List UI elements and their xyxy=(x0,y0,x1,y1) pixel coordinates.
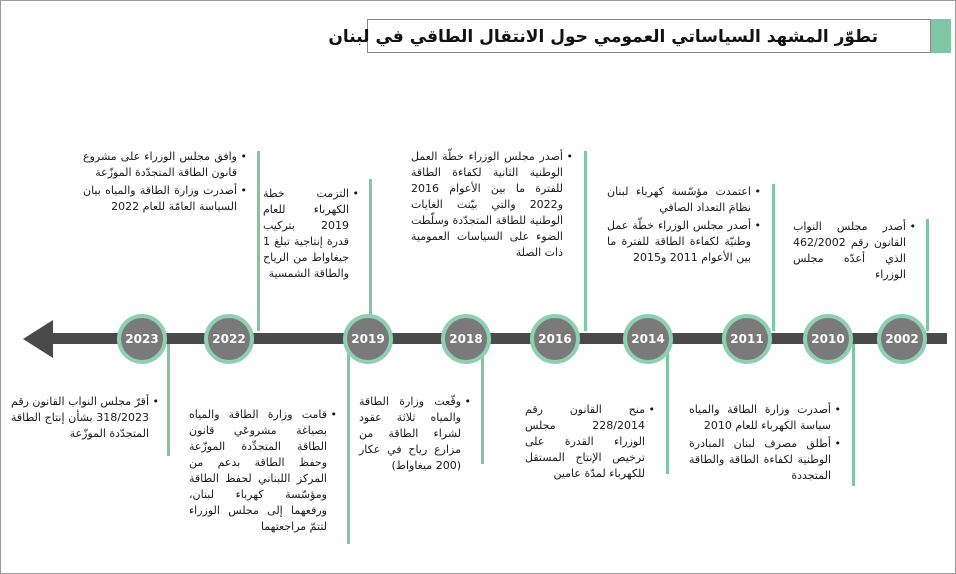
stem-2016-top xyxy=(584,151,587,331)
event-item: • أصدرت وزارة الطاقة والمياه بيان السياسة العامّة للعام 2022 xyxy=(83,183,237,215)
year-node-2010 xyxy=(803,314,853,364)
stem-2014-bottom xyxy=(666,344,669,474)
event-item: • قامت وزارة الطاقة والمياه بصياغة مشروعَي قانون الطاقة المتجدِّدة الموزّعة وحفظ الطاقة بدعم من المركز اللبناني لحفظ الطاقة ومؤسّسة كهرباء لبنان، ورفعهما إلى مجلس الوزراء لتتمّ مراجعتهما xyxy=(189,407,327,535)
event-item: • أطلق مصرف لبنان المبادرة الوطنية لكفاءة الطاقة والطاقة المتجددة xyxy=(689,436,831,484)
stem-2022-bottom xyxy=(347,344,350,544)
stem-2010-bottom xyxy=(852,344,855,486)
title-accent-bar xyxy=(931,19,951,53)
year-label: 2011 xyxy=(730,332,764,346)
stem-2019-top xyxy=(369,179,372,331)
event-item: • أصدرت وزارة الطاقة والمياه سياسة الكهرباء للعام 2010 xyxy=(689,402,831,434)
year-node-2002 xyxy=(877,314,927,364)
event-item: • اعتمدت مؤسّسة كهرباء لبنان نظامَ التعداد الصافي xyxy=(607,184,751,216)
event-text-2022-bottom xyxy=(189,407,339,537)
year-label: 2023 xyxy=(125,332,159,346)
year-label: 2019 xyxy=(351,332,385,346)
event-text-2022-top xyxy=(83,149,249,217)
event-item: • التزمت خطة الكهرباء للعام 2019 بتركيب قدرة إنتاجية تبلغ 1 جيغاواط من الرياح والطاقة الشمسية xyxy=(263,186,349,282)
stem-2022-top xyxy=(257,151,260,331)
event-item: • أصدر مجلس الوزراء خطّة عمل وطنيّة لكفاءة الطاقة للفترة ما بين الأعوام 2011 و2015 xyxy=(607,218,751,266)
event-text-2019-top xyxy=(263,186,361,284)
year-node-2018 xyxy=(441,314,491,364)
event-item: • وقّعت وزارة الطاقة والمياه ثلاثة عقود لشراء الطاقة من مزارع رياح في عكار (200 ميغاواط) xyxy=(359,394,461,474)
year-label: 2018 xyxy=(449,332,483,346)
year-node-2014 xyxy=(623,314,673,364)
event-item: • أقرّ مجلس النواب القانون رقم 318/2023 بشأن إنتاج الطاقة المتجدّدة الموزّعة xyxy=(11,394,149,442)
event-text-2023-bottom xyxy=(11,394,161,444)
year-node-2023 xyxy=(117,314,167,364)
event-text-2016-top xyxy=(411,149,575,263)
year-node-2011 xyxy=(722,314,772,364)
event-text-2014-bottom xyxy=(525,402,657,484)
event-text-2002-top xyxy=(793,219,918,285)
event-item: • أصدر مجلس النواب القانون رقم 462/2002 الذي أعدّه مجلس الوزراء xyxy=(793,219,906,283)
stem-2002-top xyxy=(926,219,929,331)
year-label: 2014 xyxy=(631,332,665,346)
timeline-arrowhead xyxy=(23,320,53,358)
stem-2011-top xyxy=(772,184,775,331)
event-text-2011-top xyxy=(607,184,763,268)
year-label: 2010 xyxy=(811,332,845,346)
title-box xyxy=(328,19,931,53)
year-node-2019 xyxy=(343,314,393,364)
event-text-2018-bottom xyxy=(359,394,473,476)
event-item: • أصدر مجلس الوزراء خطّة العمل الوطنية الثانية لكفاءة الطاقة للفترة ما بين الأعوام 2016 و2022 والتي بيّنت الغايات الوطنية للطاقة المتجدّدة وسلّطت الضوء على السياسات العمومية ذات الصلة xyxy=(411,149,563,261)
year-node-2022 xyxy=(204,314,254,364)
stem-2023-bottom xyxy=(167,344,170,456)
year-node-2016 xyxy=(530,314,580,364)
event-text-2010-bottom xyxy=(689,402,843,486)
page-title: تطوّر المشهد السياساتي العمومي حول الانتقال الطاقي في لبنان xyxy=(328,27,878,47)
stem-2018-bottom xyxy=(481,344,484,464)
year-label: 2016 xyxy=(538,332,572,346)
year-label: 2022 xyxy=(212,332,246,346)
event-item: • منح القانون رقم 228/2014 مجلس الوزراء القدرة على ترخيص الإنتاج المستقل للكهرباء لمدّة عامين xyxy=(525,402,645,482)
year-label: 2002 xyxy=(885,332,919,346)
event-item: • وافق مجلس الوزراء على مشروع قانون الطاقة المتجدّدة الموزّعة xyxy=(83,149,237,181)
